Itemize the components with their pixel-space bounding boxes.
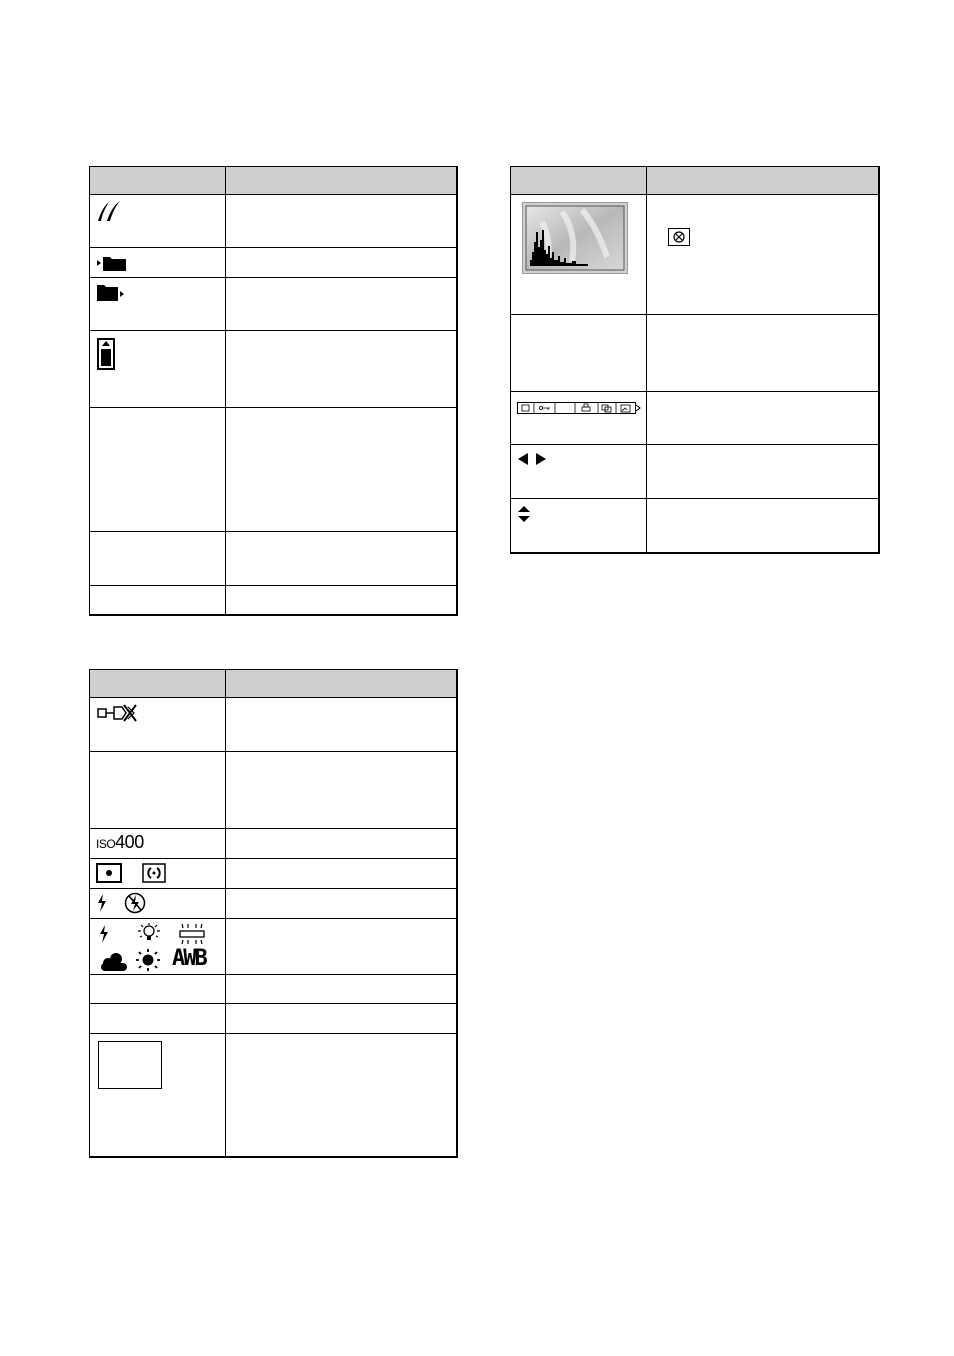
table-header-row <box>90 670 458 698</box>
usb-disconnect-icon <box>96 701 140 725</box>
description-cell <box>226 1034 458 1157</box>
table-row <box>90 889 458 919</box>
icon-cell <box>90 408 226 532</box>
iso-prefix: ISO <box>96 837 116 851</box>
table-header-row <box>511 167 880 195</box>
spot-metering-icon <box>96 863 122 883</box>
status-bar-icon <box>517 401 641 419</box>
description-cell <box>226 331 458 408</box>
table-row <box>90 408 458 532</box>
icon-cell <box>90 532 226 586</box>
icon-cell <box>90 859 226 889</box>
table-row <box>511 315 880 392</box>
icon-cell <box>511 315 647 392</box>
icon-cell <box>90 195 226 248</box>
table-row <box>90 1004 458 1034</box>
right-table <box>510 166 880 554</box>
icon-cell <box>511 499 647 553</box>
description-cell <box>226 278 458 331</box>
pencil-stroke-icon <box>96 197 122 223</box>
table-row <box>90 195 458 248</box>
description-cell <box>226 586 458 615</box>
description-cell <box>226 829 458 859</box>
up-down-arrows-icon <box>517 505 531 528</box>
description-cell <box>226 975 458 1004</box>
flash-off-icon <box>124 892 146 914</box>
folder-arrow-left-icon <box>96 254 128 272</box>
icon-cell <box>511 195 647 315</box>
description-cell <box>226 859 458 889</box>
left-top-table <box>89 166 458 616</box>
icon-cell <box>90 1004 226 1034</box>
table-row <box>511 195 880 315</box>
header-icon-cell <box>511 167 647 195</box>
awb-icon: AWB <box>172 946 206 971</box>
wb-flash-icon <box>98 924 110 944</box>
icon-cell <box>90 975 226 1004</box>
description-cell <box>226 408 458 532</box>
icon-cell <box>90 278 226 331</box>
flash-icons <box>96 892 146 914</box>
description-cell <box>226 698 458 752</box>
battery-card-icon <box>96 337 116 371</box>
table-row <box>511 392 880 445</box>
icon-cell <box>90 586 226 615</box>
table-row <box>90 278 458 331</box>
left-bottom-table <box>89 669 458 1158</box>
description-cell <box>226 919 458 975</box>
iso-icon <box>96 832 144 853</box>
blank-frame-icon <box>98 1041 162 1089</box>
icon-cell <box>90 331 226 408</box>
table-row <box>90 829 458 859</box>
cancel-circle-icon <box>668 228 690 251</box>
header-description-cell <box>226 670 458 698</box>
table-row <box>511 445 880 499</box>
description-cell <box>226 889 458 919</box>
left-right-arrows-icon <box>517 452 547 471</box>
table-header-row <box>90 167 458 195</box>
description-cell <box>647 195 880 315</box>
histogram-thumbnail-icon <box>522 202 628 279</box>
table-row <box>90 1034 458 1157</box>
header-description-cell <box>647 167 880 195</box>
icon-cell <box>90 919 226 975</box>
icon-cell <box>511 445 647 499</box>
fluorescent-icon <box>176 922 208 946</box>
description-cell <box>647 445 880 499</box>
table-row <box>90 698 458 752</box>
table-row <box>90 586 458 615</box>
incandescent-icon <box>136 922 162 946</box>
flash-icon <box>96 893 108 913</box>
description-cell <box>647 499 880 553</box>
description-cell <box>226 248 458 278</box>
center-metering-icon <box>142 863 166 883</box>
icon-cell <box>90 752 226 829</box>
table-row <box>90 248 458 278</box>
daylight-icon <box>134 948 162 972</box>
table-row <box>90 859 458 889</box>
description-cell <box>226 532 458 586</box>
icon-cell <box>90 248 226 278</box>
table-row <box>90 975 458 1004</box>
table-row <box>90 532 458 586</box>
icon-cell <box>511 392 647 445</box>
icon-cell <box>90 829 226 859</box>
header-description-cell <box>226 167 458 195</box>
header-icon-cell <box>90 670 226 698</box>
description-cell <box>226 1004 458 1034</box>
metering-icons <box>96 863 166 883</box>
table-row <box>90 752 458 829</box>
table-row <box>90 919 458 975</box>
description-cell <box>226 195 458 248</box>
iso-value: 400 <box>115 832 144 852</box>
table-row <box>90 331 458 408</box>
description-cell <box>647 315 880 392</box>
icon-cell <box>90 1034 226 1157</box>
description-cell <box>647 392 880 445</box>
white-balance-icons <box>96 922 220 972</box>
description-cell <box>226 752 458 829</box>
table-row <box>511 499 880 553</box>
icon-cell <box>90 889 226 919</box>
cloudy-icon <box>98 950 128 972</box>
header-icon-cell <box>90 167 226 195</box>
folder-arrow-right-icon <box>96 283 128 303</box>
icon-cell <box>90 698 226 752</box>
